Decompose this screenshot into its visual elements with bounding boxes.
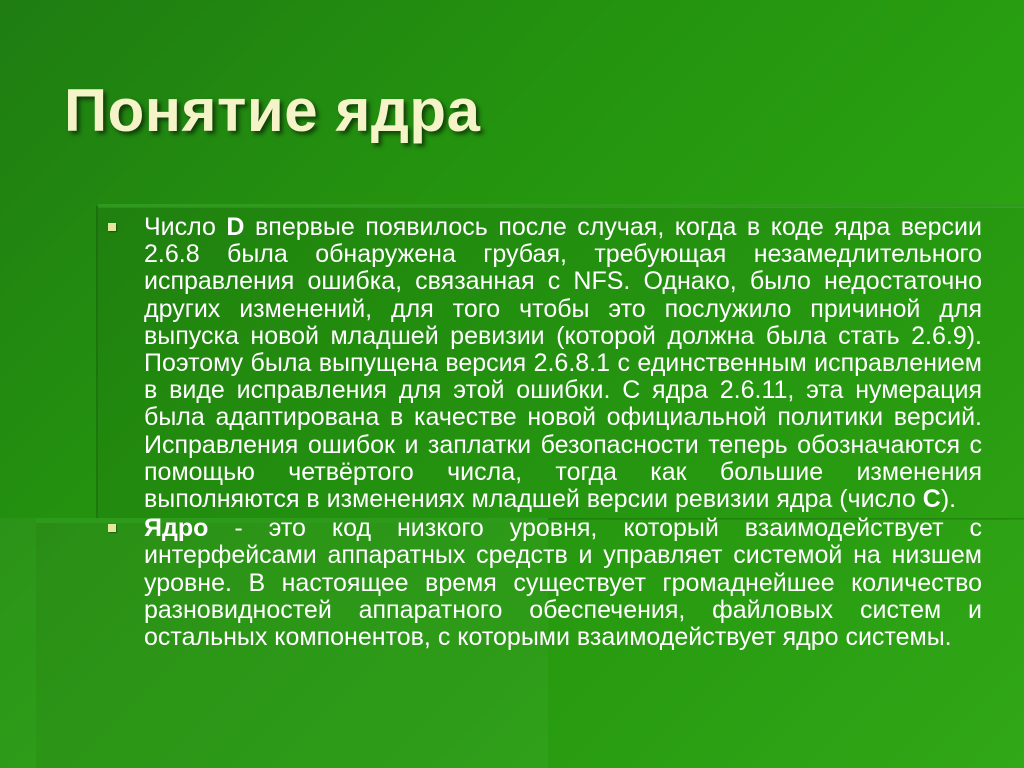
bullet-item [106,515,982,651]
bullet-list [106,214,982,653]
decorative-line [98,204,1024,207]
bullet-text: - это код низкого уровня, который взаимодействует с интерфейсами аппаратных средств и управляет системой на низшем уровне. В настоящее время существует громаднейшее количество разновидностей аппаратного обеспечения, файловых систем и остальных компонентов, с которыми взаимодействует ядро системы. [144,514,982,652]
bullet-emphasis: C [922,485,941,514]
bullet-item [106,214,982,513]
bullet-emphasis: D [226,213,245,241]
bullet-emphasis: Ядро [144,514,209,543]
slide-title: Понятие ядра [64,77,481,144]
bullet-text: впервые появилось после случая, когда в коде ядра версии 2.6.8 была обнаружена грубая, требующая незамедлительного исправления ошибка, связанная с NFS. Однако, было недостаточно других изменений, для того чтобы это послужило причиной для выпуска новой младшей ревизии (которой должна была стать 2.6.9). Поэтому была выпущена версия 2.6.8.1 с единственным исправлением в виде исправления для этой ошибки. С ядра 2.6.11, эта нумерация была адаптирована в качестве новой официальной политики версий. Исправления ошибок и заплатки безопасности теперь обозначаются с помощью четвёртого числа, тогда как большие изменения выполняются в изменениях младшей версии ревизии ядра (число [144,213,982,514]
bullet-text: ). [940,485,957,514]
square-bullet-icon [108,223,116,231]
square-bullet-icon [108,524,116,532]
bullet-text: Число [144,213,227,241]
